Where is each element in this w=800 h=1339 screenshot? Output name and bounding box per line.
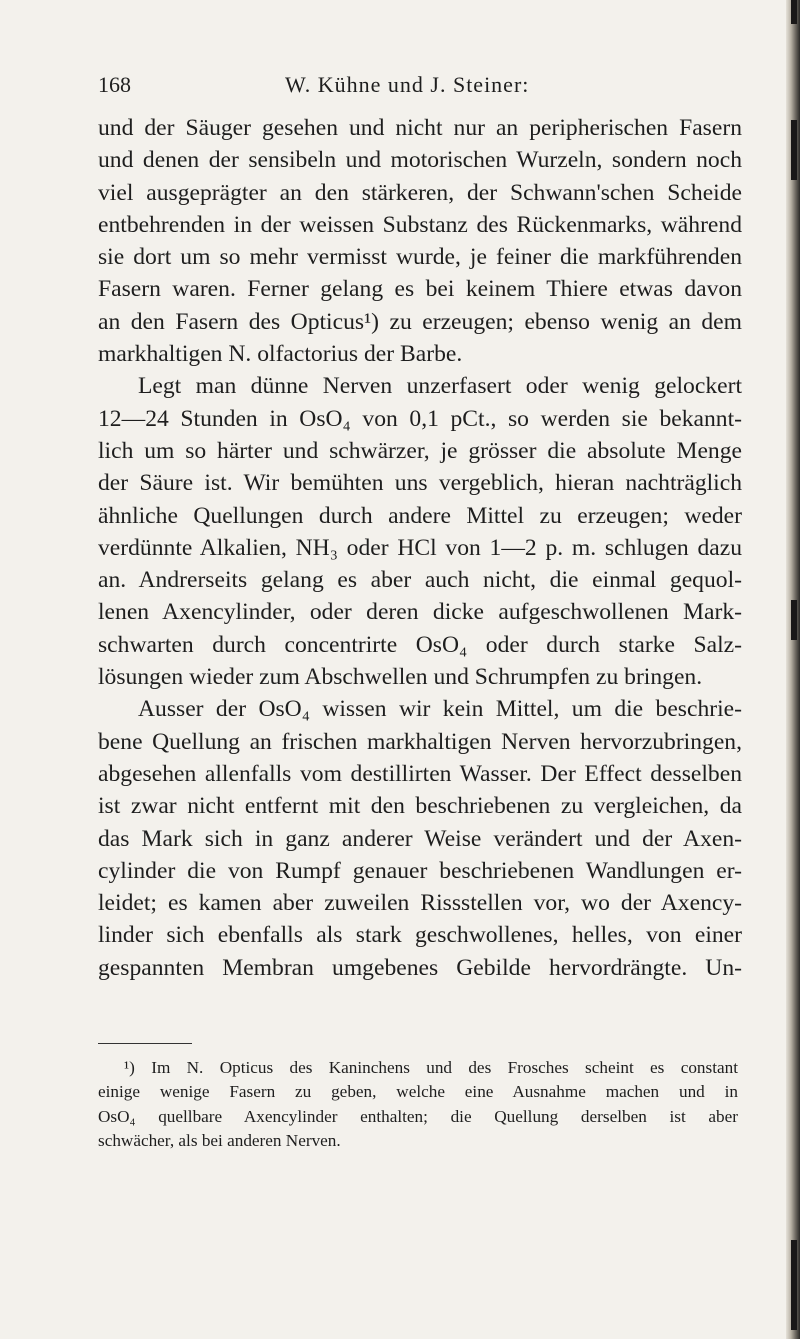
edge-speck — [791, 600, 797, 640]
running-title: W. Kühne und J. Steiner: — [285, 72, 530, 97]
body-text-line: verdünnte Alkalien, NH₃ oder HCl von 1—2 p. m. schlugen dazu — [98, 534, 742, 561]
body-text-line: an. Andrerseits gelang es aber auch nicht, die einmal gequol- — [98, 567, 742, 594]
body-text-line: das Mark sich in ganz anderer Weise verändert und der Axen- — [98, 825, 742, 852]
edge-speck — [791, 0, 797, 24]
body-text-line: abgesehen allenfalls vom destillirten Wasser. Der Effect desselben — [98, 760, 742, 787]
body-text-line: ähnliche Quellungen durch andere Mittel zu erzeugen; weder — [98, 502, 742, 529]
body-text-line: linder sich ebenfalls als stark geschwollenes, helles, von einer — [98, 922, 742, 949]
body-text-line: Fasern waren. Ferner gelang es bei keinem Thiere etwas davon — [98, 276, 742, 303]
page-number: 168 — [98, 72, 131, 97]
body-text-line: lich um so härter und schwärzer, je grösser die absolute Menge — [98, 437, 742, 464]
page-edge-shadow — [786, 0, 800, 1339]
body-text-line: schwarten durch concentrirte OsO₄ oder durch starke Salz- — [98, 631, 742, 658]
edge-speck — [791, 120, 797, 180]
body-text-line: und denen der sensibeln und motorischen Wurzeln, sondern noch — [98, 147, 742, 174]
footnote-line: einige wenige Fasern zu geben, welche eine Ausnahme machen und in — [98, 1082, 738, 1102]
running-head — [0, 72, 800, 108]
body-text-line: der Säure ist. Wir bemühten uns vergeblich, hieran nachträglich — [98, 470, 742, 497]
body-text-line: an den Fasern des Opticus¹) zu erzeugen; ebenso wenig an dem — [98, 308, 742, 335]
body-text-line: cylinder die von Rumpf genauer beschriebenen Wandlungen er- — [98, 857, 742, 884]
body-text-line: 12—24 Stunden in OsO₄ von 0,1 pCt., so werden sie bekannt- — [98, 405, 742, 432]
body-text-line: Ausser der OsO₄ wissen wir kein Mittel, um die beschrie- — [138, 696, 742, 723]
body-text-line: Legt man dünne Nerven unzerfasert oder wenig gelockert — [138, 373, 742, 400]
footnote-line: schwächer, als bei anderen Nerven. — [98, 1130, 341, 1150]
edge-speck — [791, 1240, 797, 1330]
body-text — [98, 112, 742, 984]
body-text-line: markhaltigen N. olfactorius der Barbe. — [98, 341, 463, 368]
body-text-line: gespannten Membran umgebenes Gebilde hervordrängte. Un- — [98, 954, 742, 981]
body-text-line: sie dort um so mehr vermisst wurde, je feiner die markführenden — [98, 244, 742, 271]
body-text-line: lenen Axencylinder, oder deren dicke aufgeschwollenen Mark- — [98, 599, 742, 626]
body-text-line: viel ausgeprägter an den stärkeren, der Schwann'schen Scheide — [98, 179, 742, 206]
body-text-line: bene Quellung an frischen markhaltigen Nerven hervorzubringen, — [98, 728, 742, 755]
footnote-line: ¹) Im N. Opticus des Kaninchens und des Frosches scheint es constant — [124, 1058, 738, 1077]
footnote-separator — [98, 1043, 192, 1044]
footnote-line: OsO₄ quellbare Axencylinder enthalten; die Quellung derselben ist aber — [98, 1106, 738, 1126]
body-text-line: entbehrenden in der weissen Substanz des Rückenmarks, während — [98, 211, 742, 238]
body-text-line: ist zwar nicht entfernt mit den beschriebenen zu vergleichen, da — [98, 793, 742, 820]
footnote — [98, 1056, 738, 1153]
body-text-line: leidet; es kamen aber zuweilen Rissstellen vor, wo der Axency- — [98, 890, 742, 917]
body-text-line: lösungen wieder zum Abschwellen und Schrumpfen zu bringen. — [98, 664, 703, 691]
body-text-line: und der Säuger gesehen und nicht nur an peripherischen Fasern — [98, 115, 742, 141]
